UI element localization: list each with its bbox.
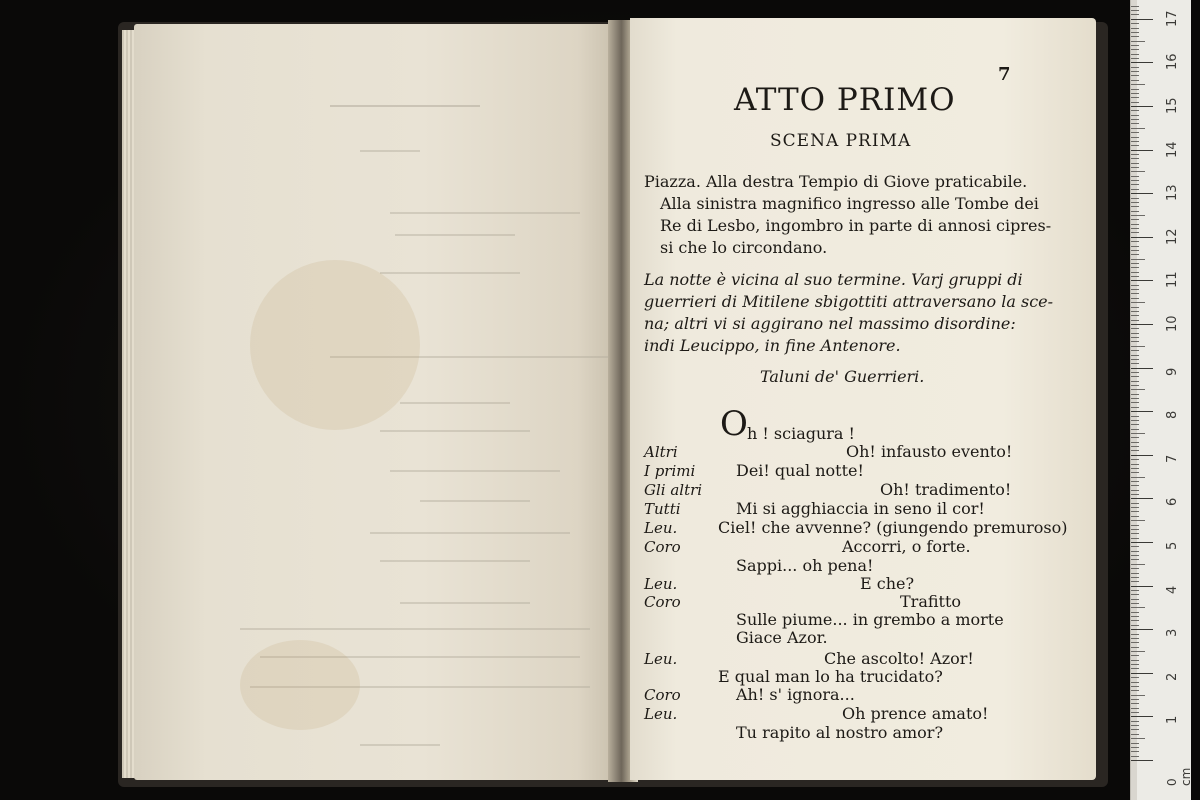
- ruler-tick: [1131, 433, 1145, 434]
- scene-title: SCENA PRIMA: [770, 131, 912, 151]
- ruler-number: 11: [1165, 271, 1180, 288]
- ruler-number: 7: [1165, 454, 1180, 463]
- ruler-tick: [1131, 272, 1139, 273]
- ruler-tick: [1131, 389, 1145, 390]
- ruler-tick: [1131, 228, 1139, 229]
- ruler-tick: [1131, 93, 1139, 94]
- drop-cap: O: [720, 404, 748, 444]
- dialogue-line: Sulle piume... in grembo a morte: [736, 610, 1004, 629]
- italic-direction-line: guerrieri di Mitilene sbigottiti attraversano la sce-: [644, 292, 1054, 311]
- ruler-tick: [1131, 171, 1145, 172]
- ruler-tick: [1131, 6, 1139, 7]
- ruler-tick: [1131, 594, 1139, 595]
- ruler-tick: [1131, 359, 1139, 360]
- speaker-label: Leu.: [644, 705, 678, 723]
- dialogue-line: E che?: [860, 574, 915, 593]
- ruler-tick: [1131, 690, 1139, 691]
- ruler-tick: [1131, 237, 1153, 238]
- ruler-tick: [1131, 503, 1139, 504]
- ruler-number: 9: [1165, 367, 1180, 376]
- dialogue-line: Dei! qual notte!: [736, 461, 864, 480]
- ruler-tick: [1131, 115, 1139, 116]
- ruler-number: 1: [1165, 715, 1180, 724]
- ruler-tick: [1131, 189, 1139, 190]
- dialogue-line: Mi si agghiaccia in seno il cor!: [736, 499, 985, 518]
- speaker-label: Gli altri: [644, 481, 703, 499]
- ruler-tick: [1131, 119, 1139, 120]
- ruler-tick: [1131, 498, 1153, 499]
- ruler-tick: [1131, 573, 1139, 574]
- ruler-number: 2: [1165, 672, 1180, 681]
- ruler-tick: [1131, 372, 1139, 373]
- act-title: ATTO PRIMO: [734, 82, 956, 118]
- speaker-label: Leu.: [644, 575, 678, 593]
- ruler-tick: [1131, 446, 1139, 447]
- ruler-tick: [1131, 437, 1139, 438]
- ruler-tick: [1131, 202, 1139, 203]
- ruler-tick: [1131, 45, 1139, 46]
- ruler-edge: [1131, 0, 1137, 800]
- dialogue-line: E qual man lo ha trucidato?: [718, 667, 943, 686]
- ruler-tick: [1131, 193, 1153, 194]
- ruler-tick: [1131, 485, 1139, 486]
- ruler-number: 8: [1165, 410, 1180, 419]
- ruler-tick: [1131, 725, 1139, 726]
- ruler-tick: [1131, 712, 1139, 713]
- ruler-number: 5: [1165, 541, 1180, 550]
- ruler-tick: [1131, 167, 1139, 168]
- ruler-tick: [1131, 263, 1139, 264]
- ruler-tick: [1131, 293, 1139, 294]
- ruler-tick: [1131, 346, 1145, 347]
- ruler-tick: [1131, 232, 1139, 233]
- ruler-tick: [1131, 559, 1139, 560]
- ruler-tick: [1131, 529, 1139, 530]
- ruler-tick: [1131, 224, 1139, 225]
- ruler-tick: [1131, 442, 1139, 443]
- ruler-tick: [1131, 721, 1139, 722]
- ruler-tick: [1131, 14, 1139, 15]
- ruler-tick: [1131, 751, 1139, 752]
- ruler-tick: [1131, 664, 1139, 665]
- ruler-tick: [1131, 154, 1139, 155]
- ruler-tick: [1131, 507, 1139, 508]
- bleed-through-line: [390, 212, 580, 214]
- bleed-through-line: [370, 532, 570, 534]
- ruler-tick: [1131, 215, 1145, 216]
- ruler-tick: [1131, 62, 1153, 63]
- ruler-tick: [1131, 734, 1139, 735]
- ruler-tick: [1131, 620, 1139, 621]
- ruler-tick: [1131, 564, 1145, 565]
- dialogue-line: Ciel! che avvenne? (giungendo premuroso): [718, 518, 1068, 537]
- ruler-tick: [1131, 542, 1153, 543]
- ruler-tick: [1131, 647, 1139, 648]
- ruler-tick: [1131, 760, 1153, 761]
- dialogue-line: Che ascolto! Azor!: [824, 649, 974, 668]
- ruler-tick: [1131, 424, 1139, 425]
- ruler-tick: [1131, 402, 1139, 403]
- chorus-heading: Taluni de' Guerrieri.: [760, 367, 925, 386]
- stage-direction-line: Re di Lesbo, ingombro in parte di annosi cipres-: [660, 216, 1052, 235]
- bleed-through-line: [390, 470, 560, 472]
- speaker-label: Coro: [644, 538, 681, 556]
- ruler-tick: [1131, 337, 1139, 338]
- ruler-tick: [1131, 577, 1139, 578]
- ruler-number: 12: [1165, 228, 1180, 245]
- ruler-tick: [1131, 642, 1139, 643]
- ruler-tick: [1131, 673, 1153, 674]
- ruler-tick: [1131, 289, 1139, 290]
- ruler-tick: [1131, 363, 1139, 364]
- ruler-tick: [1131, 259, 1145, 260]
- ruler-tick: [1131, 490, 1139, 491]
- ruler-tick: [1131, 546, 1139, 547]
- ruler-tick: [1131, 132, 1139, 133]
- ruler-tick: [1131, 668, 1139, 669]
- ruler-tick: [1131, 49, 1139, 50]
- ruler-tick: [1131, 19, 1153, 20]
- ruler-tick: [1131, 324, 1153, 325]
- ruler-tick: [1131, 655, 1139, 656]
- bleed-through-line: [400, 402, 510, 404]
- stage-direction-line: Alla sinistra magnifico ingresso alle Tombe dei: [660, 194, 1039, 213]
- ruler-tick: [1131, 137, 1139, 138]
- ruler-tick: [1131, 97, 1139, 98]
- ruler-tick: [1131, 651, 1145, 652]
- ruler-tick: [1131, 381, 1139, 382]
- ruler-tick: [1131, 398, 1139, 399]
- ruler-tick: [1131, 23, 1139, 24]
- ruler-tick: [1131, 695, 1145, 696]
- ruler-tick: [1131, 634, 1139, 635]
- speaker-label: Altri: [644, 443, 678, 461]
- bleed-through-line: [395, 234, 515, 236]
- speaker-label: Leu.: [644, 519, 678, 537]
- ruler-tick: [1131, 738, 1145, 739]
- bleed-through-line: [380, 272, 520, 274]
- ruler-tick: [1131, 429, 1139, 430]
- ruler-tick: [1131, 176, 1139, 177]
- ruler-tick: [1131, 660, 1139, 661]
- bleed-through-line: [240, 628, 590, 630]
- stage-direction-line: si che lo circondano.: [660, 238, 828, 257]
- ruler-tick: [1131, 341, 1139, 342]
- ruler-tick: [1131, 459, 1139, 460]
- italic-direction-line: La notte è vicina al suo termine. Varj gruppi di: [644, 270, 1023, 289]
- dialogue-line: Trafitto: [900, 592, 962, 611]
- ruler-tick: [1131, 89, 1139, 90]
- ruler-tick: [1131, 586, 1153, 587]
- ruler-tick: [1131, 41, 1145, 42]
- ruler-tick: [1131, 311, 1139, 312]
- italic-direction-line: indi Leucippo, in fine Antenore.: [644, 336, 901, 355]
- ruler-tick: [1131, 158, 1139, 159]
- ruler-tick: [1131, 494, 1139, 495]
- ruler-tick: [1131, 276, 1139, 277]
- ruler-tick: [1131, 355, 1139, 356]
- ruler-tick: [1131, 298, 1139, 299]
- ruler-tick: [1131, 180, 1139, 181]
- ruler-tick: [1131, 511, 1139, 512]
- ruler-tick: [1131, 219, 1139, 220]
- ruler-tick: [1131, 246, 1139, 247]
- ruler-tick: [1131, 516, 1139, 517]
- ruler-tick: [1131, 106, 1153, 107]
- ruler-tick: [1131, 716, 1153, 717]
- ruler-tick: [1131, 385, 1139, 386]
- bleed-through-line: [380, 430, 530, 432]
- dialogue-line: Sappi... oh pena!: [736, 556, 874, 575]
- ruler-tick: [1131, 333, 1139, 334]
- ruler-tick: [1131, 150, 1153, 151]
- ruler-number: 13: [1165, 184, 1180, 201]
- ruler-tick: [1131, 241, 1139, 242]
- ruler-tick: [1131, 599, 1139, 600]
- ruler-tick: [1131, 80, 1139, 81]
- ruler-tick: [1131, 677, 1139, 678]
- ruler-tick: [1131, 450, 1139, 451]
- measuring-ruler: [1130, 0, 1191, 800]
- ruler-tick: [1131, 141, 1139, 142]
- ruler-tick: [1131, 32, 1139, 33]
- page-number: 7: [998, 64, 1011, 85]
- ruler-tick: [1131, 411, 1153, 412]
- ruler-tick: [1131, 686, 1139, 687]
- dialogue-line: Ah! s' ignora...: [736, 685, 855, 704]
- dialogue-line: Oh prence amato!: [842, 704, 989, 723]
- ruler-number: 4: [1165, 585, 1180, 594]
- ruler-tick: [1131, 638, 1139, 639]
- dialogue-line: Oh! tradimento!: [880, 480, 1012, 499]
- ruler-tick: [1131, 472, 1139, 473]
- ruler-tick: [1131, 198, 1139, 199]
- ruler-tick: [1131, 743, 1139, 744]
- ruler-number: 10: [1165, 315, 1180, 332]
- paper-stain: [240, 640, 360, 730]
- ruler-tick: [1131, 616, 1139, 617]
- ruler-tick: [1131, 682, 1139, 683]
- ruler-tick: [1131, 520, 1145, 521]
- ruler-tick: [1131, 581, 1139, 582]
- ruler-tick: [1131, 102, 1139, 103]
- ruler-tick: [1131, 58, 1139, 59]
- ruler-number: 6: [1165, 497, 1180, 506]
- ruler-tick: [1131, 376, 1139, 377]
- ruler-tick: [1131, 477, 1145, 478]
- ruler-tick: [1131, 250, 1139, 251]
- ruler-number: 15: [1165, 97, 1180, 114]
- paper-stain: [250, 260, 420, 430]
- ruler-tick: [1131, 699, 1139, 700]
- ruler-tick: [1131, 302, 1145, 303]
- ruler-tick: [1131, 36, 1139, 37]
- ruler-tick: [1131, 729, 1139, 730]
- ruler-tick: [1131, 71, 1139, 72]
- ruler-tick: [1131, 420, 1139, 421]
- ruler-tick: [1131, 708, 1139, 709]
- dialogue-line: Accorri, o forte.: [842, 537, 971, 556]
- ruler-unit-label: 0 cm: [1165, 767, 1193, 786]
- ruler-tick: [1131, 163, 1139, 164]
- ruler-number: 3: [1165, 628, 1180, 637]
- ruler-number: 17: [1165, 10, 1180, 27]
- ruler-tick: [1131, 538, 1139, 539]
- ruler-tick: [1131, 184, 1139, 185]
- ruler-tick: [1131, 254, 1139, 255]
- ruler-tick: [1131, 75, 1139, 76]
- ruler-tick: [1131, 455, 1153, 456]
- ruler-tick: [1131, 551, 1139, 552]
- ruler-tick: [1131, 590, 1139, 591]
- ruler-tick: [1131, 10, 1139, 11]
- ruler-tick: [1131, 28, 1139, 29]
- ruler-tick: [1131, 464, 1139, 465]
- ruler-tick: [1131, 350, 1139, 351]
- speaker-label: Leu.: [644, 650, 678, 668]
- ruler-tick: [1131, 211, 1139, 212]
- ruler-tick: [1131, 54, 1139, 55]
- ruler-tick: [1131, 533, 1139, 534]
- dialogue-line: Oh! infausto evento!: [846, 442, 1013, 461]
- speaker-label: Coro: [644, 593, 681, 611]
- ruler-tick: [1131, 407, 1139, 408]
- ruler-tick: [1131, 320, 1139, 321]
- stage-direction-line: Piazza. Alla destra Tempio di Giove praticabile.: [644, 172, 1028, 191]
- ruler-tick: [1131, 607, 1145, 608]
- ruler-tick: [1131, 555, 1139, 556]
- ruler-tick: [1131, 747, 1139, 748]
- ruler-tick: [1131, 123, 1139, 124]
- bleed-through-rule: [360, 150, 420, 152]
- ruler-tick: [1131, 206, 1139, 207]
- ruler-tick: [1131, 128, 1145, 129]
- ruler-tick: [1131, 110, 1139, 111]
- italic-direction-line: na; altri vi si aggirano nel massimo disordine:: [644, 314, 1016, 333]
- ruler-tick: [1131, 67, 1139, 68]
- ruler-tick: [1131, 307, 1139, 308]
- dialogue-line: Tu rapito al nostro amor?: [736, 723, 944, 742]
- bleed-through-heading: [330, 92, 480, 111]
- speaker-label: Tutti: [644, 500, 681, 518]
- ruler-number: 16: [1165, 53, 1180, 70]
- ruler-tick: [1131, 468, 1139, 469]
- bleed-through-line: [360, 744, 440, 746]
- ruler-tick: [1131, 525, 1139, 526]
- ruler-tick: [1131, 368, 1153, 369]
- speaker-label: Coro: [644, 686, 681, 704]
- dialogue-line: Giace Azor.: [736, 628, 828, 647]
- ruler-tick: [1131, 612, 1139, 613]
- bleed-through-line: [400, 602, 530, 604]
- bleed-through-line: [420, 500, 530, 502]
- ruler-tick: [1131, 315, 1139, 316]
- ruler-tick: [1131, 568, 1139, 569]
- ruler-tick: [1131, 394, 1139, 395]
- ruler-tick: [1131, 481, 1139, 482]
- ruler-tick: [1131, 285, 1139, 286]
- opening-line: h ! sciagura !: [747, 424, 855, 443]
- ruler-tick: [1131, 416, 1139, 417]
- ruler-tick: [1131, 280, 1153, 281]
- speaker-label: I primi: [644, 462, 696, 480]
- ruler-tick: [1131, 756, 1139, 757]
- ruler-tick: [1131, 629, 1153, 630]
- ruler-tick: [1131, 328, 1139, 329]
- ruler-tick: [1131, 625, 1139, 626]
- ruler-tick: [1131, 145, 1139, 146]
- ruler-tick: [1131, 84, 1145, 85]
- ruler-tick: [1131, 703, 1139, 704]
- ruler-tick: [1131, 267, 1139, 268]
- ruler-tick: [1131, 603, 1139, 604]
- bleed-through-line: [380, 560, 530, 562]
- ruler-number: 14: [1165, 141, 1180, 158]
